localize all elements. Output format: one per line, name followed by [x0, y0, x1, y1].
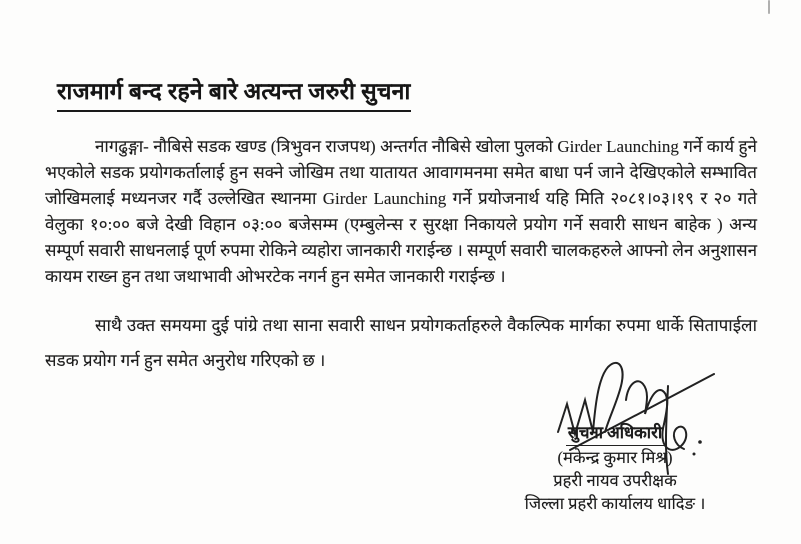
notice-paragraph-2: साथै उक्त समयमा दुई पांग्रे तथा साना सवारी साधन प्रयोगकर्ताहरुले वैकल्पिक मार्गका रुपमा धार्के सितापाईला सडक प्रयोग गर्न हुन समेत अनुरोध गरिएको छ ।	[45, 316, 757, 370]
notice-paragraph-1: नागढुङ्गा- नौबिसे सडक खण्ड (त्रिभुवन राजपथ) अन्तर्गत नौबिसे खोला पुलको Girder Launching गर्ने कार्य हुने भएकोले सडक प्रयोगकर्तालाई हुन सक्ने जोखिम तथा यातायत आवागमनमा समेत बाधा पर्न जाने देखिएकोले सम्भावित जोखिमलाई मध्यनजर गर्दै उल्लेखित स्थानमा Girder Launching गर्ने प्रयोजनार्थ यहि मिति २०८१।०३।१९ र २० गते वेलुका १०:०० बजे देखी विहान ०३:०० बजेसम्म (एम्बुलेन्स र सुरक्षा निकायले प्रयोग गर्ने सवारी साधन बाहेक ) अन्य सम्पूर्ण सवारी साधनलाई पूर्ण रुपमा रोकिने व्यहोरा जानकारी गराईन्छ । सम्पूर्ण सवारी चालकहरुले आफ्नो लेन अनुशासन कायम राख्न हुन तथा जथाभावी ओभरटेक नगर्न हुन समेत जानकारी गराईन्छ ।	[45, 137, 757, 286]
notice-title: राजमार्ग बन्द रहने बारे अत्यन्त जरुरी सुचना	[57, 74, 411, 112]
signatory-name: (मकेन्द्र कुमार मिश्र)	[557, 448, 673, 467]
scan-artifact-line	[768, 0, 770, 14]
signatory-title: सुचना अधिकारी	[503, 421, 727, 446]
signatory-block	[503, 421, 727, 515]
signatory-designation: प्रहरी नायव उपरीक्षक	[553, 471, 677, 490]
signatory-office: जिल्ला प्रहरी कार्यालय धादिङ ।	[524, 494, 706, 513]
